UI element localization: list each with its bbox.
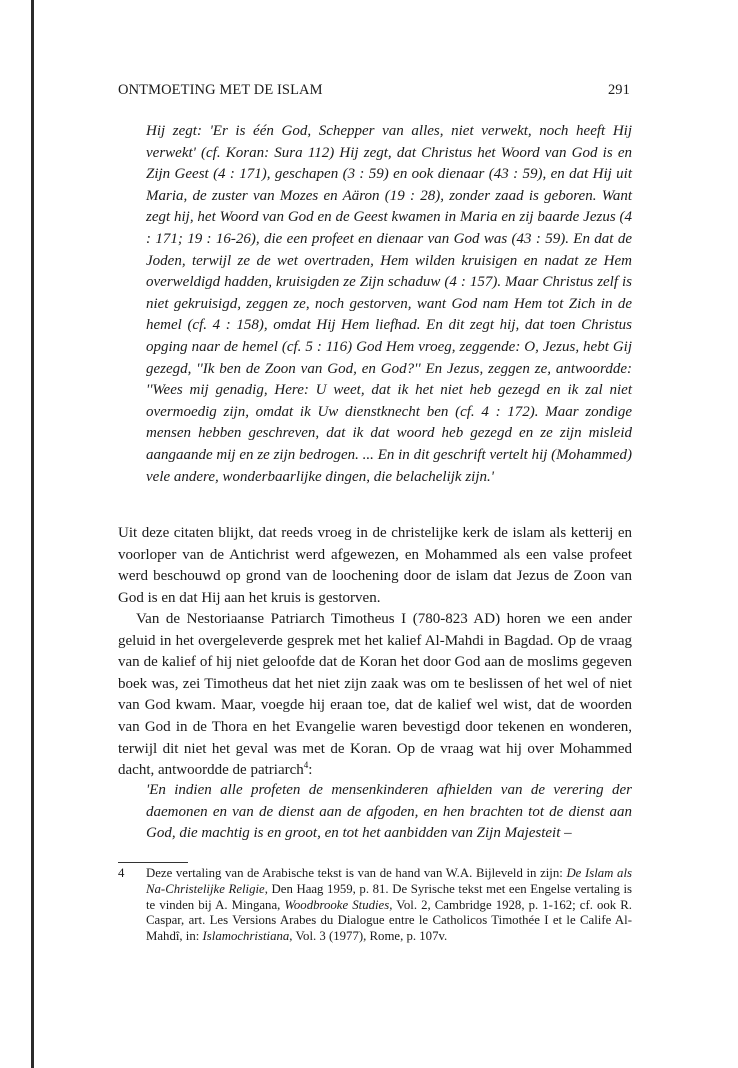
block-quote-1: Hij zegt: 'Er is één God, Schepper van alles, niet verwekt, noch heeft Hij verwekt' (cf. Koran: Sura 112) Hij zegt, dat Christus het Woord van God is en Zijn Geest (4 : 171), geschapen (3 : 59) en ook dienaar (43 : 59), en dat Hij uit Maria, de zuster van Mozes en Aäron (19 : 28), zonder zaad is geboren. Want zegt hij, het Woord van God en de Geest kwamen in Maria en zij baarde Jezus (4 : 171; 19 : 16-26), die een profeet en dienaar van God was (43 : 59). En dat de Joden, terwijl ze de wet overtraden, Hem wilden kruisigen en nadat ze Hem overweldigd hadden, kruisigden ze Zijn schaduw (4 : 157). Maar Christus zelf is niet gekruisigd, zeggen ze, noch gestorven, want God nam Hem tot Zich in de hemel (cf. 4 : 158), omdat Hij Hem liefhad. En dit zegt hij, dat toen Christus opging naar de hemel (cf. 5 : 116) God Hem vroeg, zeggende: O, Jezus, hebt Gij gezegd, ''Ik ben de Zoon van God, en God?'' En Jezus, zeggen ze, antwoordde: ''Wees mij genadig, Here: U weet, dat ik het niet heb gezegd en ik zal niet overmoedig zijn, omdat ik Uw dienstknecht ben (cf. 4 : 172). Maar zondige mensen hebben geschreven, dat ik dat woord heb gezegd en ze zijn misleid aangaande mij en ze zijn bedrogen. ... En in dit geschrift vertelt hij (Mohammed) vele andere, wonderbaarlijke dingen, die belachelijk zijn.' — [146, 123, 632, 485]
footnote-reference[interactable]: 4 — [303, 760, 309, 771]
footnote-divider — [118, 862, 188, 863]
block-quote-2: 'En indien alle profeten de mensenkinderen afhielden van de verering der daemonen en van de dienst aan de afgoden, en hen brachten tot de dienst aan God, die machtig is en groot, en tot het aanbidden van Zijn Majesteit – — [146, 782, 632, 842]
footnote-title-2: Woodbrooke Studies — [284, 897, 390, 912]
body-paragraph-2 — [118, 609, 632, 782]
footnote-title-1: De Islam als Na-Christelijke Religie — [146, 866, 632, 896]
footnote-part-2: , Den Haag 1959, p. 81. De Syrische tekst met een Engelse vertaling is te vinden bij A. Mingana, — [146, 881, 632, 912]
page-number: 291 — [607, 82, 630, 98]
body-paragraph-2-text: Van de Nestoriaanse Patriarch Timotheus I (780-823 AD) horen we een ander geluid in het overgeleverde gesprek met het kalief Al-Mahdi in Bagdad. Op de vraag van de kalief of hij niet geloofde dat de Koran het door God aan de moslims gegeven boek was, zei Timotheus dat het niet zijn zaak was om te beslissen of het wel of niet van God kwam. Maar, voegde hij eraan toe, dat de kalief wel wist, dat de woorden van God in de Thora en het Evangelie waren bevestigd door tekenen en wonderen, terwijl dit niet het geval was met de Koran. Op de vraag wat hij over Mohammed dacht, antwoordde de patriarch — [118, 611, 632, 779]
footnote-title-3: Islamochristiana — [202, 929, 290, 944]
body-paragraph-2-end: : — [308, 762, 313, 779]
footnote-part-4: , Vol. 3 (1977), Rome, p. 107v. — [289, 929, 448, 944]
page-header — [118, 82, 630, 102]
body-paragraph-1: Uit deze citaten blijkt, dat reeds vroeg in de christelijke kerk de islam als ketterij en voorloper van de Antichrist werd afgewezen, en Mohammed als een valse profeet werd beschouwd op grond van de loochening door de islam dat Jezus de Zoon van God is en dat Hij aan het kruis is gestorven. — [118, 525, 632, 606]
footnote-part-1: Deze vertaling van de Arabische tekst is van de hand van W.A. Bijleveld in zijn: — [146, 866, 567, 880]
footnote-number: 4 — [118, 866, 125, 880]
footnote — [118, 866, 632, 945]
running-title: ONTMOETING MET DE ISLAM — [118, 82, 323, 98]
footnote-part-3: , Vol. 2, Cambridge 1928, p. 1-162; cf. ook R. Caspar, art. Les Versions Arabes du Dialogue entre le Catholicos Timothée I et le Calife Al-Mahdî, in: — [146, 897, 633, 944]
book-spine-edge — [31, 0, 34, 1068]
footnote-text — [146, 866, 632, 945]
